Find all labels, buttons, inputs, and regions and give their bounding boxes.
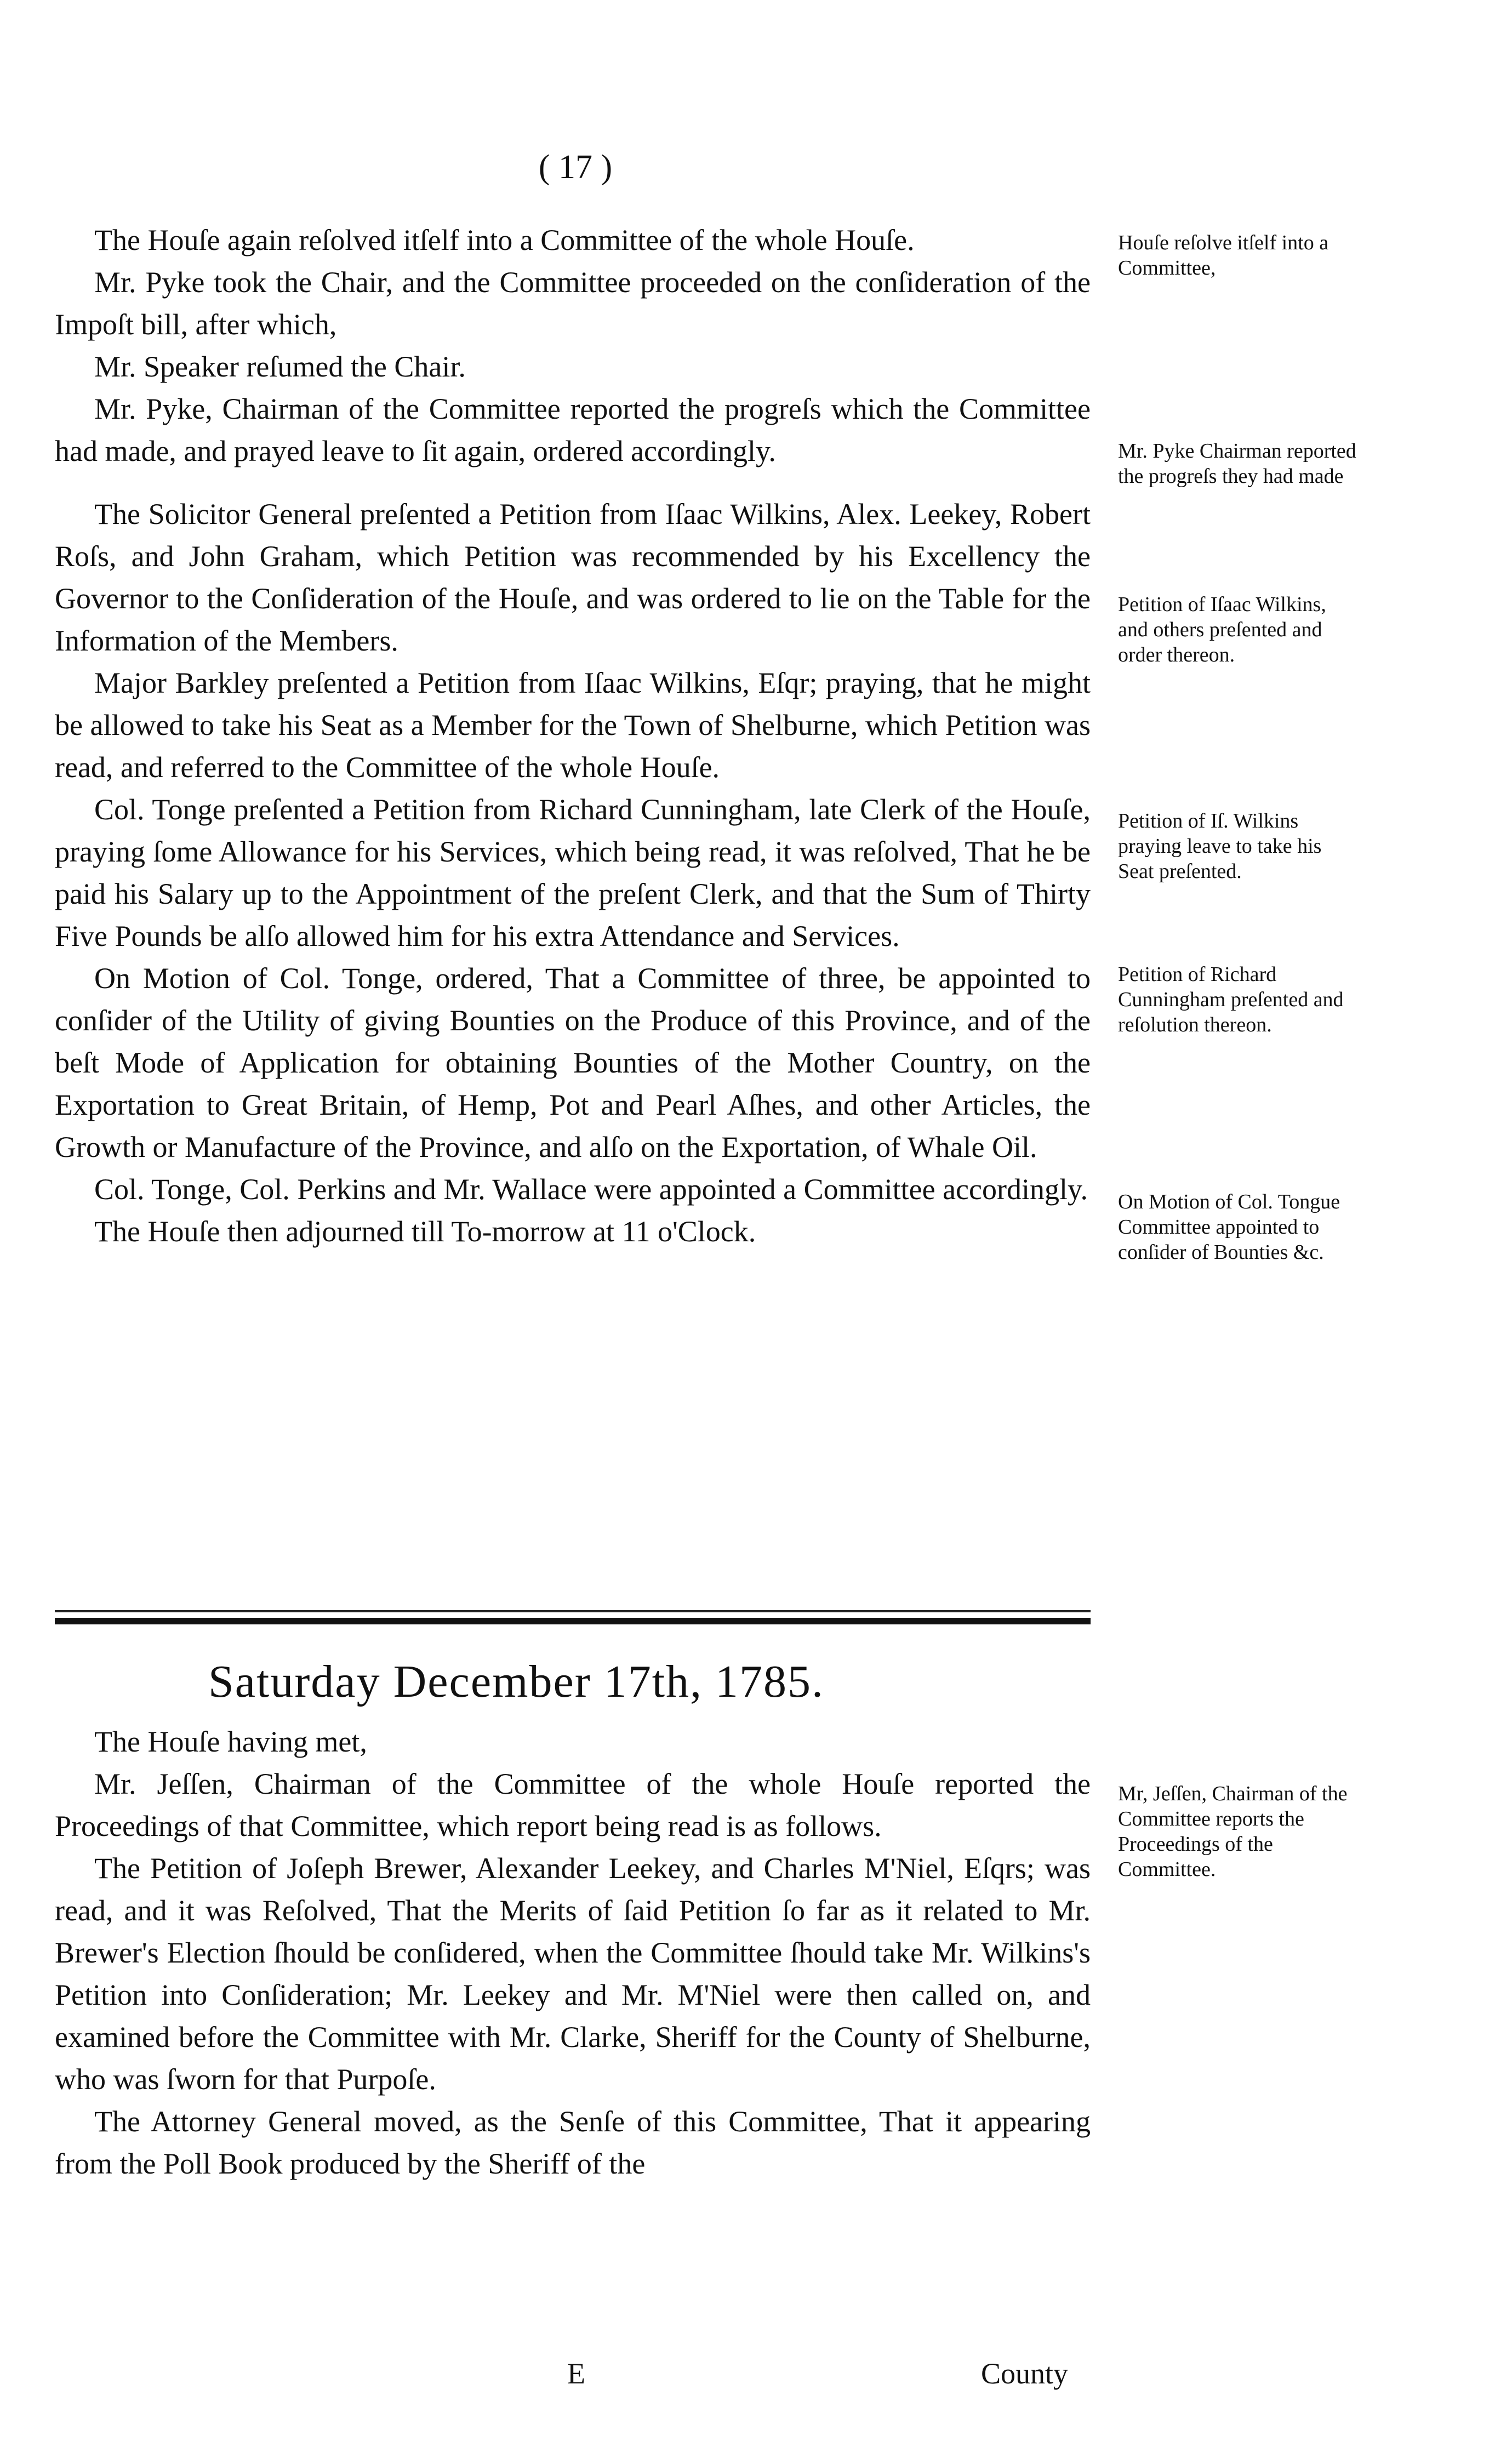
paragraph-speaker-resumed: Mr. Speaker reſumed the Chair. <box>94 350 466 383</box>
margin-note-pyke: Mr. Pyke Chairman reported the progreſs they had made <box>1118 440 1356 488</box>
margin-note-committee: Houſe reſolve itſelf into a Committee, <box>1118 231 1329 280</box>
margin-note-jessen: Mr, Jeſſen, Chairman of the Committee reports the Proceedings of the Committee. <box>1118 1782 1348 1881</box>
paragraph-solicitor-petition: The Solicitor General preſented a Petition from Iſaac Wilkins, Alex. Leekey, Robert Roſs, and John Graham, which Petition was recommended by his Excellency the Governor to the Conſideration of the Houſe, and was ordered to lie on the Table for the Information of the Members. <box>55 498 1091 657</box>
page-number: ( 17 ) <box>538 149 613 186</box>
signature-mark: E <box>567 2357 585 2390</box>
paragraph-committee-appointed: Col. Tonge, Col. Perkins and Mr. Wallace were appointed a Committee accordingly. <box>94 1173 1088 1206</box>
paragraph-adjourned: The Houſe then adjourned till To-morrow at 11 o'Clock. <box>94 1215 756 1248</box>
paragraph-pyke-report: Mr. Pyke, Chairman of the Committee reported the progreſs which the Committee had made, and prayed leave to ſit again, ordered accordingly. <box>55 392 1091 467</box>
catchword: County <box>981 2357 1069 2390</box>
paragraph-attorney-motion: The Attorney General moved, as the Senſe of this Committee, That it appearing from the Poll Book produced by the Sheriff of the <box>55 2105 1091 2180</box>
paragraph-pyke-chair: Mr. Pyke took the Chair, and the Committee proceeded on the conſideration of the Impoſt bill, after which, <box>55 266 1091 341</box>
date-heading: Saturday December 17th, 1785. <box>208 1656 825 1707</box>
paragraph-bounties-motion: On Motion of Col. Tonge, ordered, That a Committee of three, be appointed to conſider of the Utility of giving Bounties on the Produce of this Province, and of the beſt Mode of Application for obtaining Bounties of the Mother Country, on the Exportation to Great Britain, of Hemp, Pot and Pearl Aſhes, and other Articles, the Growth or Manufacture of the Province, and alſo on the Exportation, of Whale Oil. <box>55 962 1091 1163</box>
margin-note-cunningham: Petition of Richard Cunningham preſented and reſolution thereon. <box>1118 963 1344 1036</box>
margin-note-bounties: On Motion of Col. Tongue Committee appointed to conſider of Bounties &c. <box>1118 1190 1340 1264</box>
margin-note-wilkins-petition: Petition of Iſaac Wilkins, and others preſented and order thereon. <box>1118 593 1326 666</box>
section-divider-thick <box>55 1618 1091 1624</box>
paragraph-tonge-petition: Col. Tonge preſented a Petition from Richard Cunningham, late Clerk of the Houſe, praying ſome Allowance for his Services, which being read, it was reſolved, That he be paid his Salary up to the Appointment of the preſent Clerk, and that the Sum of Thirty Five Pounds be alſo allowed him for his extra Attendance and Services. <box>55 793 1091 952</box>
paragraph-brewer-petition: The Petition of Joſeph Brewer, Alexander Leekey, and Charles M'Niel, Eſqrs; was read, and it was Reſolved, That the Merits of ſaid Petition ſo far as it related to Mr. Brewer's Election ſhould be conſidered, when the Committee ſhould take Mr. Wilkins's Petition into Conſideration; Mr. Leekey and Mr. M'Niel were then called on, and examined before the Committee with Mr. Clarke, Sheriff for the County of Shelburne, who was ſworn for that Purpoſe. <box>55 1852 1091 2096</box>
section-divider-thin <box>55 1610 1091 1612</box>
main-text-saturday <box>55 1721 1091 2185</box>
paragraph-committee-whole-house: The Houſe again reſolved itſelf into a Committee of the whole Houſe. <box>94 224 915 256</box>
paragraph-jessen-report: Mr. Jeſſen, Chairman of the Committee of the whole Houſe reported the Proceedings of that Committee, which report being read is as follows. <box>55 1767 1091 1843</box>
margin-note-wilkins-seat: Petition of Iſ. Wilkins praying leave to take his Seat preſented. <box>1118 809 1322 883</box>
paragraph-house-met: The Houſe having met, <box>94 1725 367 1758</box>
main-text <box>55 219 1091 1253</box>
paragraph-barkley-petition: Major Barkley preſented a Petition from Iſaac Wilkins, Eſqr; praying, that he might be allowed to take his Seat as a Member for the Town of Shelburne, which Petition was read, and referred to the Committee of the whole Houſe. <box>55 666 1091 784</box>
